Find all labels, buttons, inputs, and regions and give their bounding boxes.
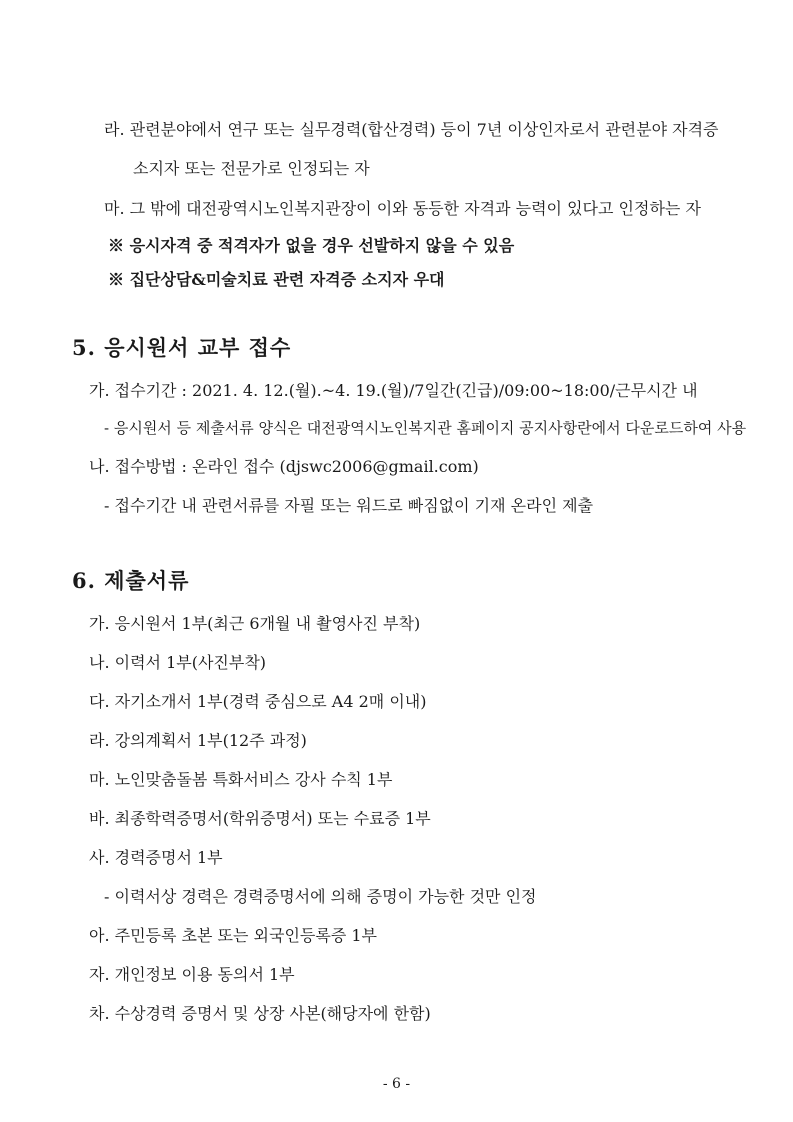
section6-item: 바. 최종학력증명서(학위증명서) 또는 수료증 1부 <box>89 809 431 828</box>
page-number: - 6 - <box>382 1076 411 1092</box>
section5-item-na: 나. 접수방법 : 온라인 접수 (djswc2006@gmail.com) <box>89 457 479 476</box>
section6-heading: 6. 제출서류 <box>72 568 190 593</box>
section6-item: 가. 응시원서 1부(최근 6개월 내 촬영사진 부착) <box>89 614 421 633</box>
note-preference: ※ 집단상담&미술치료 관련 자격증 소지자 우대 <box>108 270 445 289</box>
item-ra-line2: 소지자 또는 전문가로 인정되는 자 <box>133 159 370 178</box>
section5-item-ga-sub: - 응시원서 등 제출서류 양식은 대전광역시노인복지관 홈페이지 공지사항란에서 다운로드하여 사용 <box>104 419 747 437</box>
section5-heading: 5. 응시원서 교부 접수 <box>72 335 292 360</box>
section6-item: 나. 이력서 1부(사진부착) <box>89 653 267 672</box>
item-ma: 마. 그 밖에 대전광역시노인복지관장이 이와 동등한 자격과 능력이 있다고 인정하는 자 <box>104 199 701 218</box>
section6-item: 차. 수상경력 증명서 및 상장 사본(해당자에 한함) <box>89 1004 431 1023</box>
section6-item: 아. 주민등록 초본 또는 외국인등록증 1부 <box>89 926 377 945</box>
section6-item-sub: - 이력서상 경력은 경력증명서에 의해 증명이 가능한 것만 인정 <box>104 887 537 906</box>
section6-item: 다. 자기소개서 1부(경력 중심으로 A4 2매 이내) <box>89 692 427 711</box>
section6-item: 라. 강의계획서 1부(12주 과정) <box>89 731 307 750</box>
section5-item-ga: 가. 접수기간 : 2021. 4. 12.(월).~4. 19.(월)/7일간(긴급)/09:00~18:00/근무시간 내 <box>89 381 698 400</box>
note-no-qualified: ※ 응시자격 중 적격자가 없을 경우 선발하지 않을 수 있음 <box>108 236 515 255</box>
section6-item: 사. 경력증명서 1부 <box>89 848 223 867</box>
section6-item: 마. 노인맞춤돌봄 특화서비스 강사 수칙 1부 <box>89 770 393 789</box>
section6-item: 자. 개인정보 이용 동의서 1부 <box>89 965 295 984</box>
item-ra-line1: 라. 관련분야에서 연구 또는 실무경력(합산경력) 등이 7년 이상인자로서 관련분야 자격증 <box>104 120 719 139</box>
section5-item-na-sub: - 접수기간 내 관련서류를 자필 또는 워드로 빠짐없이 기재 온라인 제출 <box>104 496 594 515</box>
